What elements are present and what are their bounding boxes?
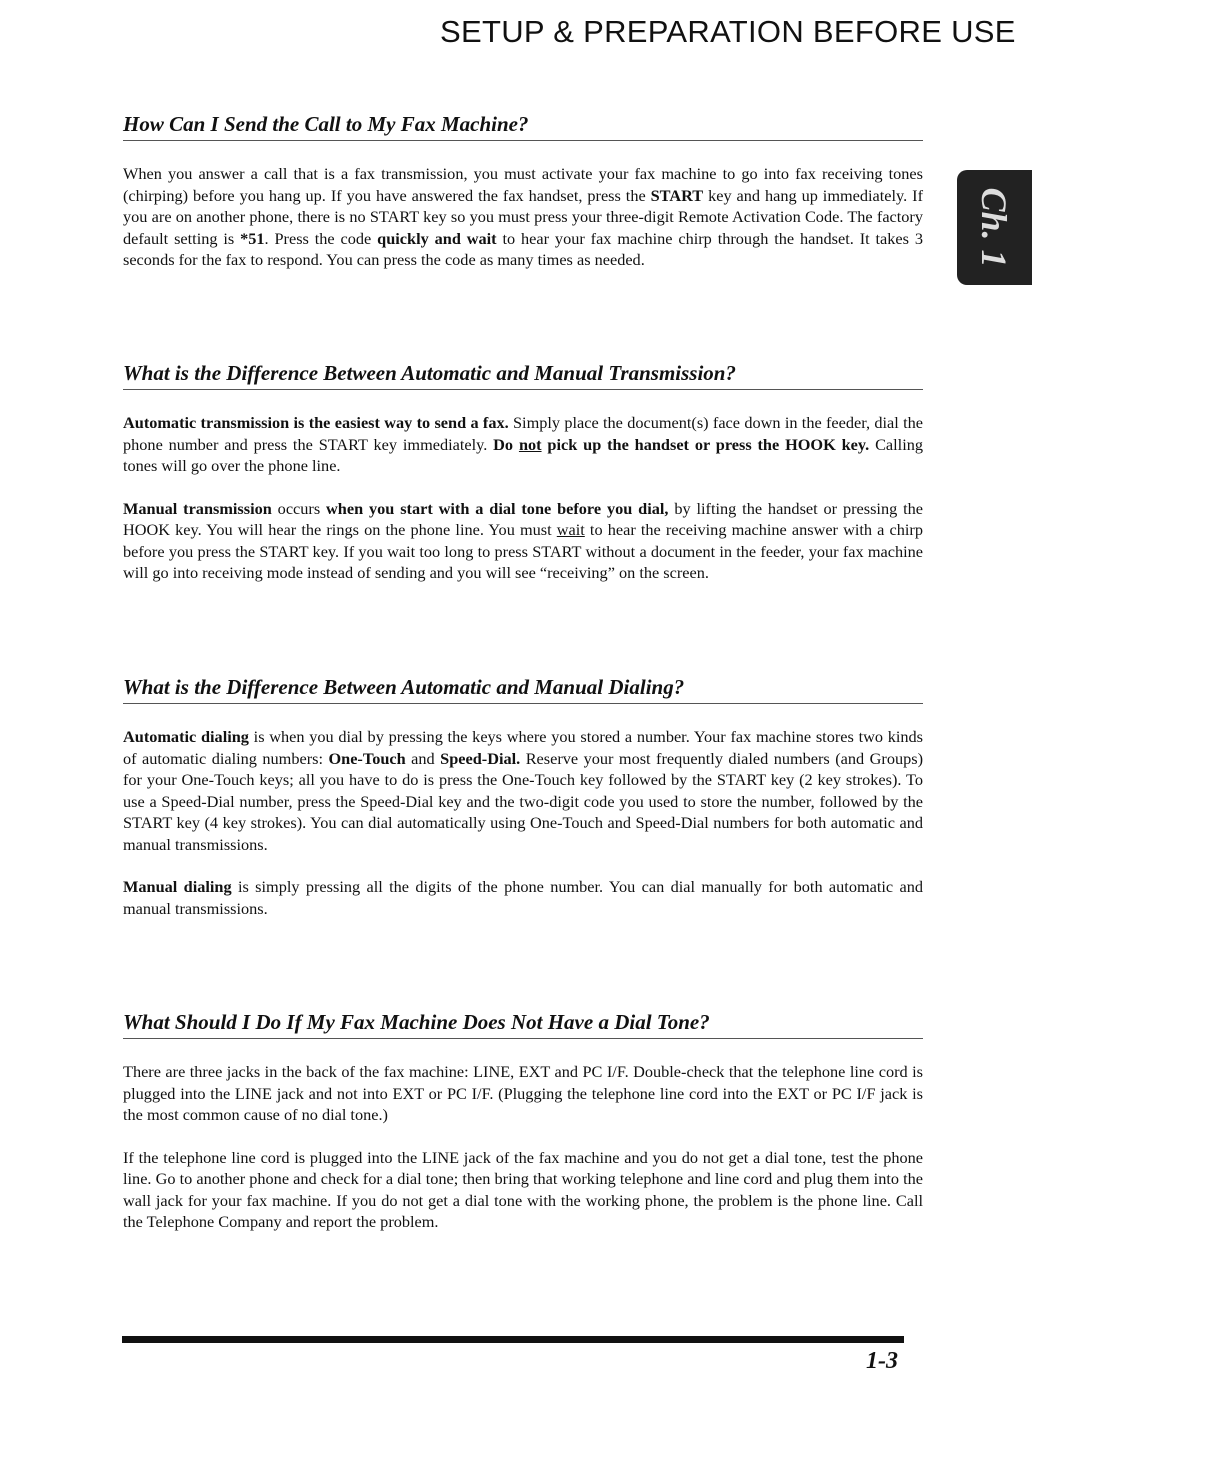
section-heading: How Can I Send the Call to My Fax Machine? <box>123 112 923 141</box>
page-number: 1-3 <box>866 1348 898 1374</box>
bold-run: *51 <box>240 228 265 248</box>
text-run: There are three jacks in the back of the fax machine: LINE, EXT and PC I/F. Double-check that the telephone line cord is plugged into the LINE jack and not into EXT or PC I/F. (Plugging the telephone line cord into the EXT or PC I/F jack is the most common cause of no dial tone.) <box>123 1062 923 1124</box>
section-dial-tone <box>123 1010 923 1233</box>
section-heading: What is the Difference Between Automatic and Manual Dialing? <box>123 675 923 704</box>
text-run: . Press the code <box>264 228 378 248</box>
text-run: is simply pressing all the digits of the phone number. You can dial manually for both automatic and manual transmissions. <box>123 877 923 918</box>
text-run: When you answer a call that is a fax transmission, you must activate your fax machine to go into fax receiving tones (chirping) before you hang up. If you have answered the fax handset, press the <box>123 164 923 205</box>
paragraph <box>123 498 923 584</box>
paragraph <box>123 1147 923 1233</box>
text-run: to hear the receiving machine answer with a chirp before you press the START key. If you wait too long to press START without a document in the feeder, your fax machine will go into receiving mode instead of sending and you will see “receiving” on the screen. <box>123 520 923 582</box>
text-run: to hear your fax machine chirp through the handset. It takes 3 seconds for the fax to respond. You can press the code as many times as needed. <box>123 228 923 269</box>
underline-run: wait <box>556 520 585 539</box>
bold-run: quickly and wait <box>377 228 497 248</box>
chapter-tab <box>957 170 1032 285</box>
bold-run: Automatic transmission is the easiest way to send a fax. <box>123 413 509 432</box>
section-transmission <box>123 361 923 584</box>
paragraph <box>123 163 923 271</box>
text-run: and <box>405 748 441 768</box>
bold-underline-run: not <box>518 434 542 454</box>
bold-run: One-Touch <box>328 748 406 768</box>
text-run: Reserve your most frequently dialed numbers (and Groups) for your One-Touch keys; all you have to do is press the One-Touch key followed by the START key (2 key strokes). To use a Speed-Dial number, press the Speed-Dial key and the two-digit code you used to store the number, followed by the START key (4 key strokes). You can dial automatically using One-Touch and Speed-Dial numbers for both automatic and manual transmissions. <box>123 748 923 854</box>
bold-run: Do <box>493 434 519 454</box>
text-run: key and hang up immediately. If you are on another phone, there is no START key so you must press your three-digit Remote Activation Code. The factory default setting is <box>123 185 923 248</box>
text-run: Simply place the document(s) face down in the feeder, dial the phone number and press the START key immediately. <box>123 413 924 454</box>
section-send-call <box>123 112 923 271</box>
chapter-tab-label: Ch. 1 <box>974 187 1015 268</box>
paragraph <box>123 1061 923 1126</box>
bold-run: Speed-Dial. <box>440 748 521 768</box>
paragraph <box>123 726 923 855</box>
section-heading: What Should I Do If My Fax Machine Does Not Have a Dial Tone? <box>123 1010 923 1039</box>
paragraph <box>123 876 923 919</box>
bold-run: Manual dialing <box>123 877 232 896</box>
page-header-title: SETUP & PREPARATION BEFORE USE <box>440 14 1016 49</box>
bold-run: pick up the handset or press the HOOK key. <box>541 434 870 454</box>
bold-run: START <box>650 185 704 205</box>
section-heading: What is the Difference Between Automatic and Manual Transmission? <box>123 361 923 390</box>
bold-run: Manual transmission <box>123 498 272 518</box>
text-run: If the telephone line cord is plugged into the LINE jack of the fax machine and you do not get a dial tone, test the phone line. Go to another phone and check for a dial tone; then bring that working telephone and line cord and plug them into the wall jack for your fax machine. If you do not get a dial tone with the working phone, the problem is the phone line. Call the Telephone Company and report the problem. <box>123 1147 923 1231</box>
text-run: Calling tones will go over the phone line. <box>123 434 924 475</box>
text-run: by lifting the handset or pressing the HOOK key. You will hear the rings on the phone line. You must <box>123 498 923 539</box>
bold-run: Automatic dialing <box>123 727 249 746</box>
footer-rule <box>122 1336 904 1343</box>
section-dialing <box>123 675 923 919</box>
text-run: is when you dial by pressing the keys where you stored a number. Your fax machine stores two kinds of automatic dialing numbers: <box>123 727 923 768</box>
paragraph <box>123 412 923 477</box>
text-run: occurs <box>271 498 327 518</box>
bold-run: when you start with a dial tone before you dial, <box>326 498 669 518</box>
